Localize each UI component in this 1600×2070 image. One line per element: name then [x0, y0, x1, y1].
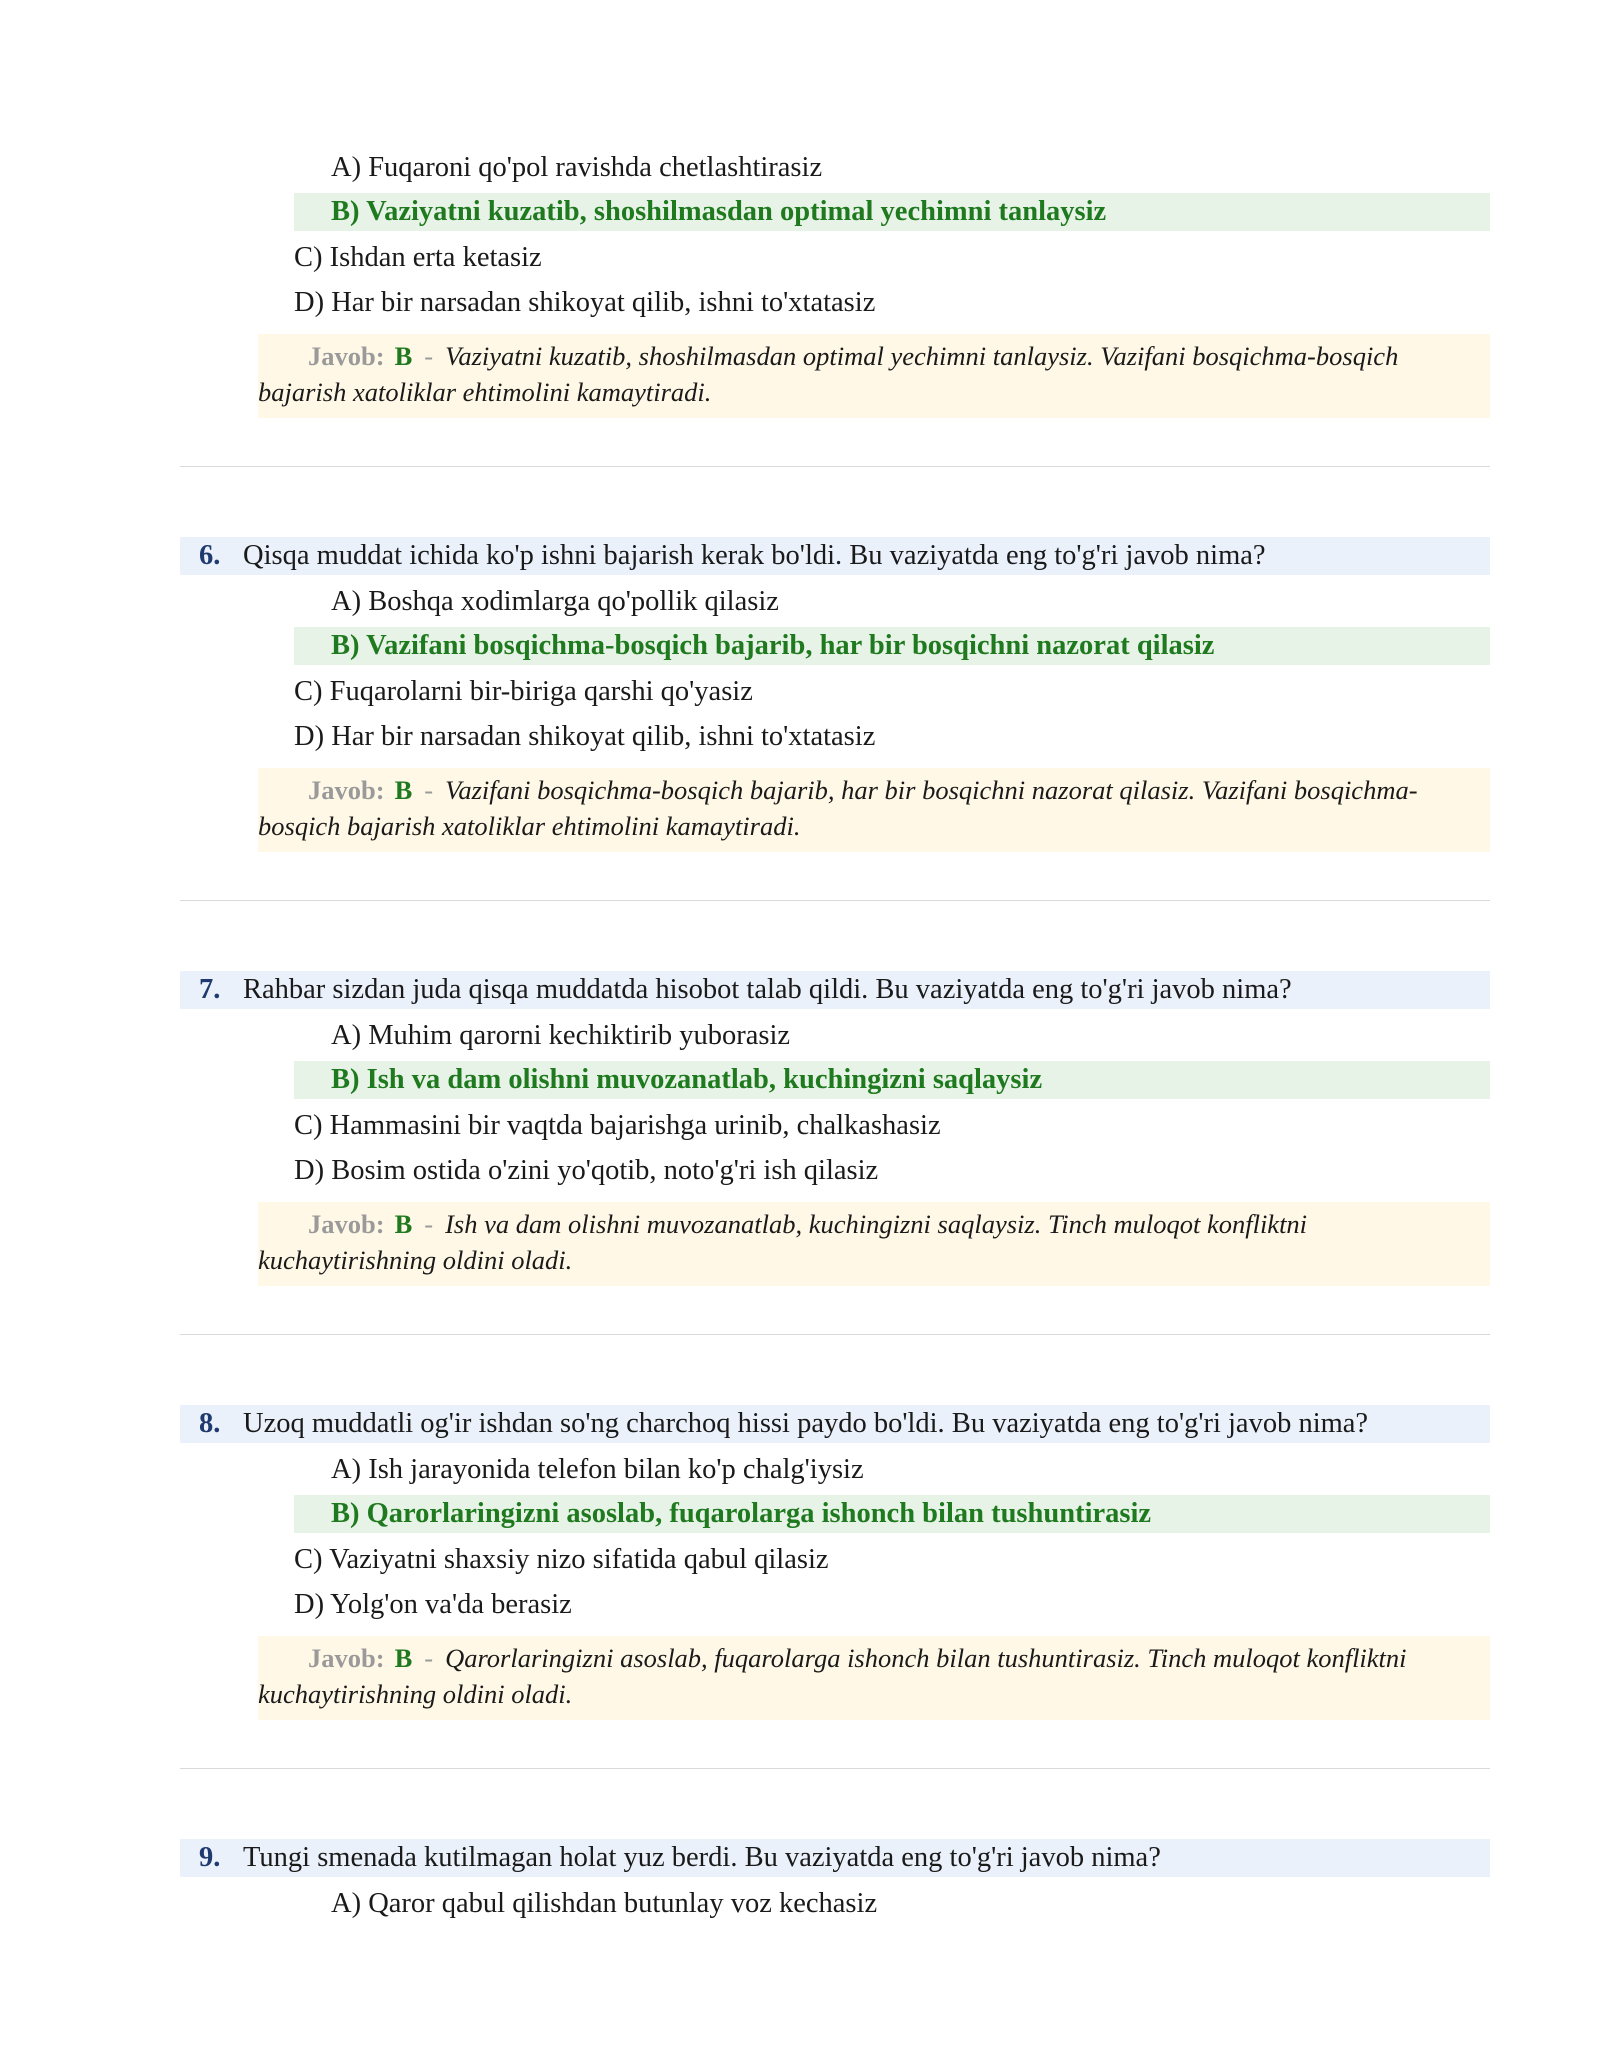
question-5-continuation: [180, 145, 1490, 467]
option-a: A) Boshqa xodimlarga qo'pollik qilasiz: [331, 586, 779, 617]
question-number: 7.: [199, 974, 221, 1005]
answer-box: [258, 1202, 1490, 1286]
divider: [180, 1768, 1490, 1769]
option-b-correct: B) Vazifani bosqichma-bosqich bajarib, har bir bosqichni nazorat qilasiz: [294, 627, 1490, 665]
answer-letter: B: [394, 1643, 413, 1673]
answer-letter: B: [394, 1209, 413, 1239]
answer-dash: -: [424, 341, 434, 371]
answer-explanation: Qarorlaringizni asoslab, fuqarolarga ishonch bilan tushuntirasiz. Tinch muloqot konfliktni kuchaytirishning oldini oladi.: [258, 1643, 1407, 1709]
question-text: Tungi smenada kutilmagan holat yuz berdi. Bu vaziyatda eng to'g'ri javob nima?: [243, 1842, 1161, 1873]
option-b-correct: B) Qarorlaringizni asoslab, fuqarolarga ishonch bilan tushuntirasiz: [294, 1495, 1490, 1533]
option-a: A) Ish jarayonida telefon bilan ko'p chalg'iysiz: [331, 1454, 864, 1485]
question-header: [180, 537, 1490, 575]
question-header: [180, 1839, 1490, 1877]
answer-letter: B: [394, 775, 413, 805]
question-text: Uzoq muddatli og'ir ishdan so'ng charchoq hissi paydo bo'ldi. Bu vaziyatda eng to'g'ri javob nima?: [243, 1408, 1369, 1439]
divider: [180, 466, 1490, 467]
option-b-correct: B) Vaziyatni kuzatib, shoshilmasdan optimal yechimni tanlaysiz: [294, 193, 1490, 231]
answer-letter: B: [394, 341, 413, 371]
answer-dash: -: [424, 1209, 434, 1239]
question-header: [180, 1405, 1490, 1443]
answer-explanation: Ish va dam olishni muvozanatlab, kuchingizni saqlaysiz. Tinch muloqot konfliktni kuchaytirishning oldini oladi.: [258, 1209, 1308, 1275]
question-number: 9.: [199, 1842, 221, 1873]
answer-box: [258, 334, 1490, 418]
option-d: D) Har bir narsadan shikoyat qilib, ishni to'xtatasiz: [294, 721, 876, 752]
option-c: C) Hammasini bir vaqtda bajarishga urinib, chalkashasiz: [294, 1110, 941, 1141]
option-b-correct: B) Ish va dam olishni muvozanatlab, kuchingizni saqlaysiz: [294, 1061, 1490, 1099]
answer-label: Javob:: [308, 775, 385, 805]
answer-dash: -: [424, 775, 434, 805]
answer-label: Javob:: [308, 1643, 385, 1673]
answer-box: [258, 768, 1490, 852]
question-9: [180, 1839, 1490, 1926]
option-d: D) Bosim ostida o'zini yo'qotib, noto'g'ri ish qilasiz: [294, 1155, 879, 1186]
answer-explanation: Vazifani bosqichma-bosqich bajarib, har bir bosqichni nazorat qilasiz. Vazifani bosqichma-bosqich bajarish xatoliklar ehtimolini kamaytiradi.: [258, 775, 1418, 841]
option-c: C) Fuqarolarni bir-biriga qarshi qo'yasiz: [294, 676, 753, 707]
question-text: Qisqa muddat ichida ko'p ishni bajarish kerak bo'ldi. Bu vaziyatda eng to'g'ri javob nima?: [243, 540, 1266, 571]
option-a: A) Fuqaroni qo'pol ravishda chetlashtirasiz: [331, 152, 823, 183]
question-8: [180, 1405, 1490, 1769]
divider: [180, 1334, 1490, 1335]
answer-label: Javob:: [308, 341, 385, 371]
answer-label: Javob:: [308, 1209, 385, 1239]
option-d: D) Yolg'on va'da berasiz: [294, 1589, 572, 1620]
answer-dash: -: [424, 1643, 434, 1673]
option-c: C) Vaziyatni shaxsiy nizo sifatida qabul qilasiz: [294, 1544, 829, 1575]
question-6: [180, 537, 1490, 901]
quiz-page: [180, 145, 1490, 1926]
option-a: A) Qaror qabul qilishdan butunlay voz kechasiz: [331, 1888, 878, 1919]
question-number: 6.: [199, 540, 221, 571]
divider: [180, 900, 1490, 901]
question-number: 8.: [199, 1408, 221, 1439]
answer-explanation: Vaziyatni kuzatib, shoshilmasdan optimal yechimni tanlaysiz. Vazifani bosqichma-bosqich bajarish xatoliklar ehtimolini kamaytiradi.: [258, 341, 1399, 407]
answer-box: [258, 1636, 1490, 1720]
question-text: Rahbar sizdan juda qisqa muddatda hisobot talab qildi. Bu vaziyatda eng to'g'ri javob nima?: [243, 974, 1292, 1005]
question-header: [180, 971, 1490, 1009]
option-a: A) Muhim qarorni kechiktirib yuborasiz: [331, 1020, 791, 1051]
option-d: D) Har bir narsadan shikoyat qilib, ishni to'xtatasiz: [294, 287, 876, 318]
question-7: [180, 971, 1490, 1335]
option-c: C) Ishdan erta ketasiz: [294, 242, 542, 273]
